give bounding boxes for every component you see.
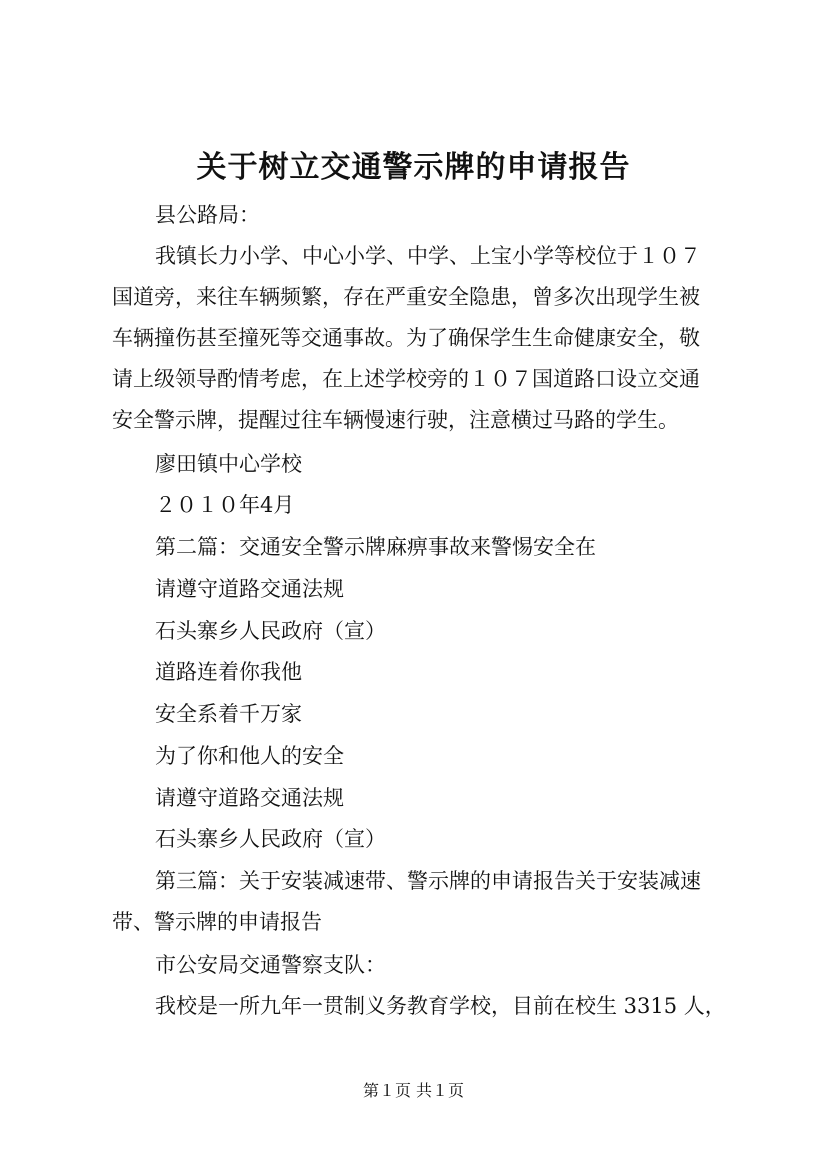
slogan-line: 道路连着你我他 [155, 660, 302, 684]
slogan-line: 请遵守道路交通法规 [155, 786, 344, 810]
salutation-line: 市公安局交通警察支队： [155, 953, 386, 977]
slogan-line: 石头寨乡人民政府（宣） [155, 619, 386, 643]
slogan-line: 石头寨乡人民政府（宣） [155, 827, 386, 851]
body-line: 我校是一所九年一贯制义务教育学校，目前在校生 3315 人， [155, 994, 726, 1018]
body-line: 国道旁，来往车辆频繁，存在严重安全隐患，曾多次出现学生被 [112, 285, 700, 309]
section-heading: 第三篇：关于安装减速带、警示牌的申请报告关于安装减速 [155, 869, 701, 893]
body-line: 我镇长力小学、中心小学、中学、上宝小学等校位于１０７ [155, 244, 701, 268]
date-line: ２０１０年4月 [155, 493, 295, 517]
salutation-line: 县公路局： [155, 203, 260, 227]
slogan-line: 安全系着千万家 [155, 702, 302, 726]
slogan-line: 请遵守道路交通法规 [155, 577, 344, 601]
body-line: 车辆撞伤甚至撞死等交通事故。为了确保学生生命健康安全，敬 [112, 326, 700, 350]
section-heading: 第二篇：交通安全警示牌麻痹事故来警惕安全在 [155, 535, 596, 559]
document-title: 关于树立交通警示牌的申请报告 [196, 150, 631, 185]
slogan-line: 为了你和他人的安全 [155, 744, 344, 768]
body-line: 安全警示牌，提醒过往车辆慢速行驶，注意横过马路的学生。 [112, 408, 679, 432]
signature-line: 廖田镇中心学校 [155, 452, 302, 476]
section-heading-continued: 带、警示牌的申请报告 [112, 910, 322, 934]
body-line: 请上级领导酌情考虑，在上述学校旁的１０７国道路口设立交通 [112, 367, 700, 391]
page-footer: 第１页 共１页 [362, 1081, 465, 1100]
